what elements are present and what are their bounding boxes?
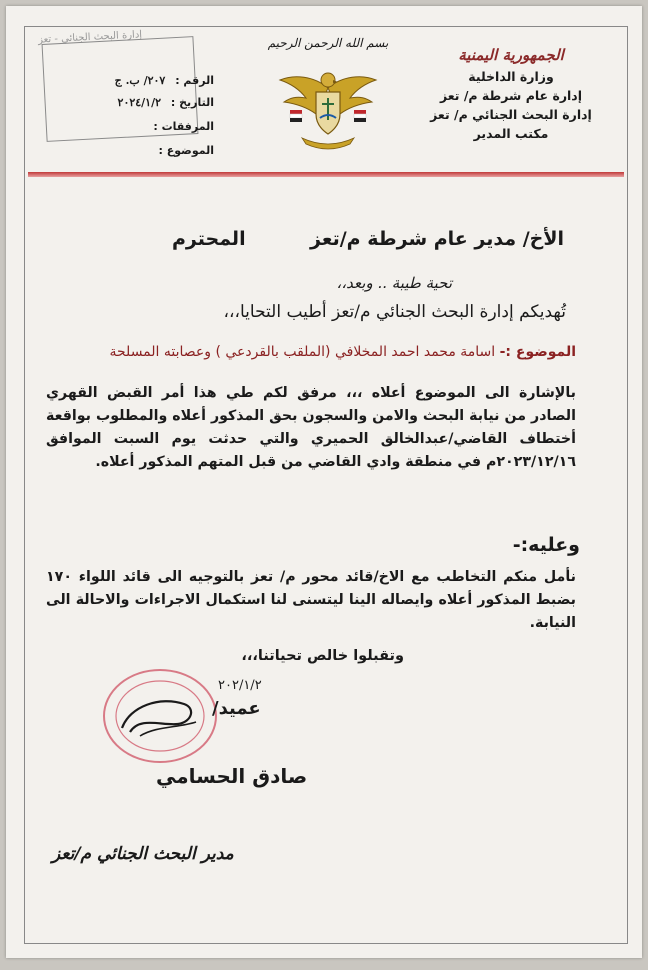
respected-label: المحترم xyxy=(172,228,246,250)
greeting-line-2: تُهديكم إدارة البحث الجنائي م/تعز أطيب التحايا،،، xyxy=(223,302,566,322)
signer-rank: عميد/ xyxy=(212,698,261,719)
republic-name: الجمهورية اليمنية xyxy=(458,46,564,64)
signature-date: ٢٠٢/١/٢ xyxy=(218,678,262,693)
date-row xyxy=(118,96,214,109)
greeting-line-1: تحية طيبة .. وبعد،، xyxy=(336,274,452,292)
paragraph-request: نأمل منكم التخاطب مع الاخ/قائد محور م/ تعز بالتوجيه الى قائد اللواء ١٧٠ بضبط المذكور أعلاه وايصاله الينا ليتسنى لنا استكمال الاجراءات والاحالة الى النيابة. xyxy=(46,569,576,631)
date-value: ٢٠٢٤/١/٢ xyxy=(117,96,162,109)
basmala: بسم الله الرحمن الرحيم xyxy=(267,36,389,50)
date-label: التاريخ : xyxy=(170,96,214,109)
signer-title: مدير البحث الجنائي م/تعز xyxy=(52,844,234,864)
header-center xyxy=(228,36,428,154)
subject-meta-row xyxy=(159,144,214,157)
attachments-label: المرفقات : xyxy=(153,120,214,133)
division-name: إدارة البحث الجنائي م/ تعز xyxy=(430,107,592,122)
subject-meta-label: الموضوع : xyxy=(158,144,214,157)
closing-line: وتقبلوا خالص تحياتنا،،، xyxy=(241,648,404,664)
department-name: إدارة عام شرطة م/ تعز xyxy=(439,88,583,103)
faded-stamp: إدارة البحث الجنائي - تعز xyxy=(37,29,143,46)
number-label: الرقم : xyxy=(175,74,214,87)
ministry-name: وزارة الداخلية xyxy=(468,69,554,84)
official-stamp-icon xyxy=(100,666,220,766)
attachments-row xyxy=(153,120,214,133)
header-divider xyxy=(28,172,624,177)
eagle-emblem-icon xyxy=(276,58,380,154)
number-row xyxy=(115,74,214,87)
paragraph-reference: بالإشارة الى الموضوع أعلاه ،،، مرفق لكم طي هذا أمر القبض القهري الصادر من نيابة البحث والامن والسجون بحق المذكور أعلاه والمطلوب بواقعة أختطاف القاضي/عبدالخالق الحميري والتي حدثت يوم السبت الموافق ٢٠٢٣/١٢/١٦م في منطقة وادي القاضي من قبل المتهم المذكور أعلاه. xyxy=(46,385,576,470)
signer-name: صادق الحسامي xyxy=(156,764,308,788)
subject-line xyxy=(110,344,576,360)
document-page xyxy=(6,6,642,958)
office-name: مكتب المدير xyxy=(473,126,549,141)
subject-text: اسامة محمد احمد المخلافي (الملقب بالقردعي ) وعصابته المسلحة xyxy=(109,344,496,360)
page-border xyxy=(24,26,628,944)
addressee: الأخ/ مدير عام شرطة م/تعز xyxy=(310,228,564,250)
number-value: ٢٠٧/ ب. ج xyxy=(114,74,166,87)
section-heading: وعليه:- xyxy=(512,534,580,556)
header-organization xyxy=(406,46,616,143)
header-meta xyxy=(34,29,244,157)
subject-label: الموضوع :- xyxy=(499,344,576,360)
